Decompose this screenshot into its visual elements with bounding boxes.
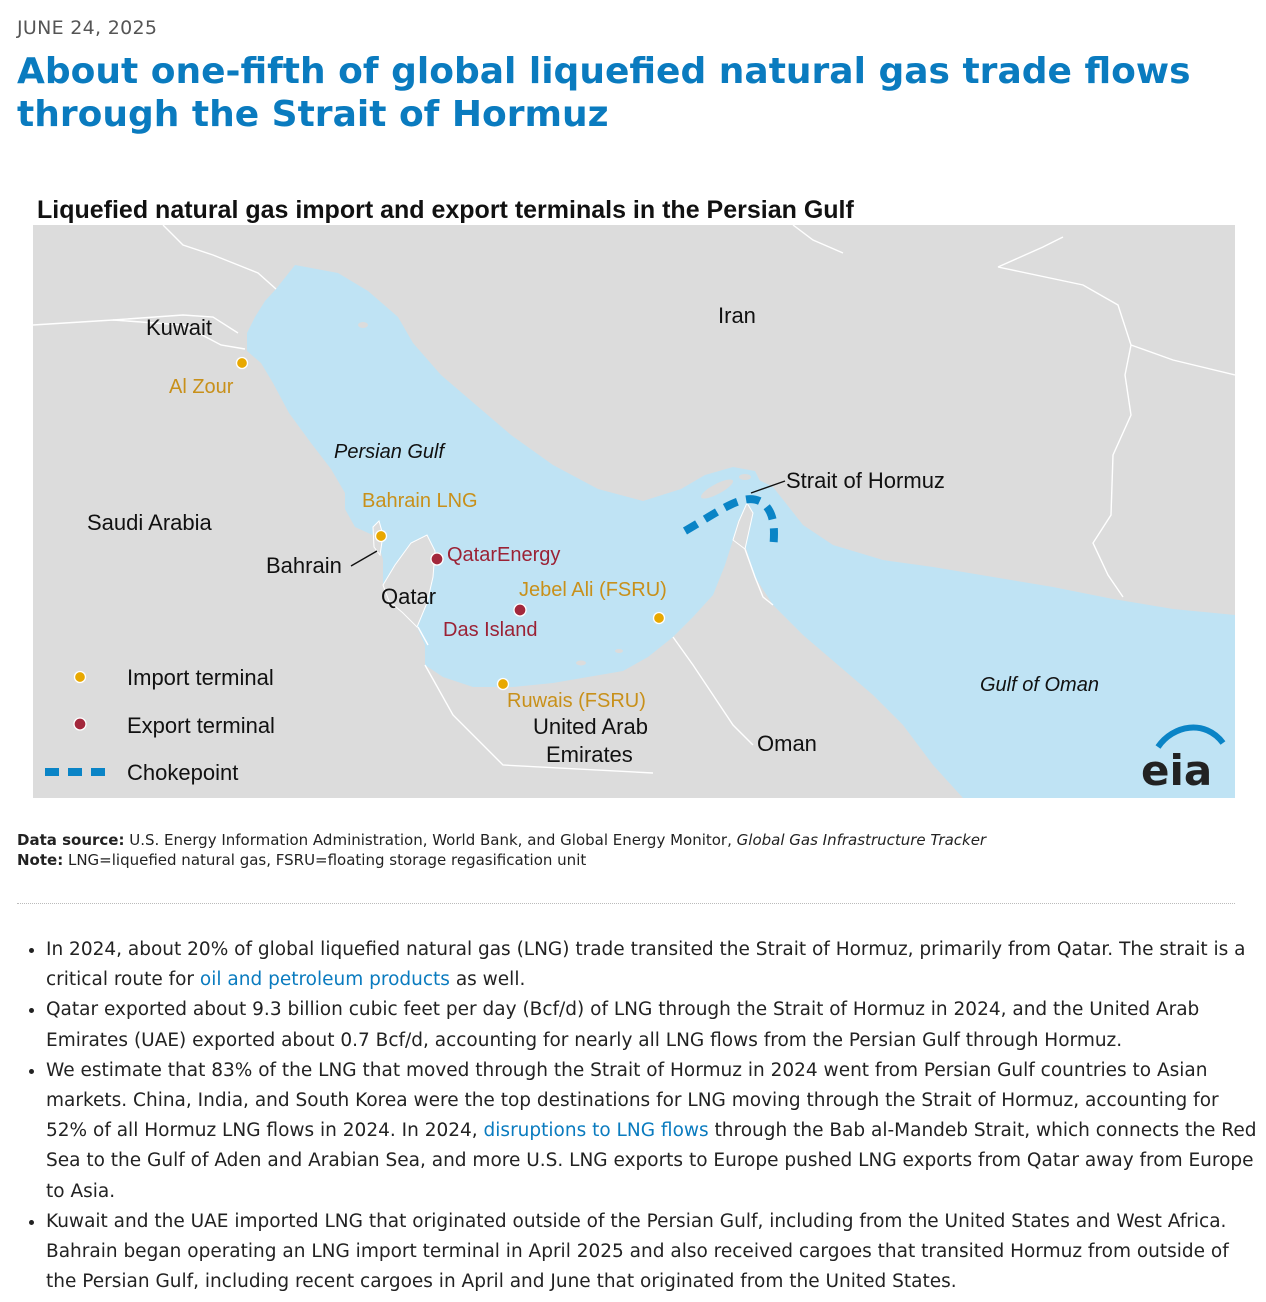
chart-source-notes (17, 830, 986, 870)
small-island (358, 322, 368, 328)
label-bahrain-lng: Bahrain LNG (362, 490, 478, 512)
label-qatar: Qatar (381, 584, 437, 609)
bullet-text: Kuwait and the UAE imported LNG that originated outside of the Persian Gulf, including from the United States and West Africa. Bahrain began operating an LNG import terminal in April 2025 and also received cargoes that transited Hormuz from outside of the Persian Gulf, including recent cargoes in April and June that originated from the United States. (46, 1210, 1229, 1293)
bullet-item (46, 1056, 1261, 1207)
bullet-text: In 2024, about 20% of global liquefied natural gas (LNG) trade transited the Strait of Hormuz, primarily from Qatar. The strait is a critical route for (46, 939, 1246, 991)
label-oman: Oman (757, 731, 817, 756)
label-kuwait: Kuwait (146, 315, 213, 340)
label-iran: Iran (718, 303, 756, 328)
data-source-text: U.S. Energy Information Administration, World Bank, and Global Energy Monitor, (129, 831, 732, 849)
das-island-marker (514, 604, 526, 616)
legend-chokepoint-label: Chokepoint (127, 760, 239, 785)
legend-import-label: Import terminal (127, 665, 274, 690)
map-title: Liquefied natural gas import and export terminals in the Persian Gulf (37, 196, 854, 224)
bullet-text: Qatar exported about 9.3 billion cubic feet per day (Bcf/d) of LNG through the Strait of Hormuz in 2024, and the United Arab Emirates (UAE) exported about 0.7 Bcf/d, accounting for nearly all LNG flows from the Persian Gulf through Hormuz. (46, 999, 1200, 1051)
data-source-line (17, 830, 986, 850)
map-svg (33, 225, 1235, 798)
label-bahrain: Bahrain (266, 553, 342, 578)
bullet-item (46, 1207, 1261, 1298)
small-island (576, 661, 586, 666)
oil-products-link[interactable]: oil and petroleum products (199, 969, 450, 991)
jebel-ali-marker (654, 613, 665, 624)
bullet-item (46, 935, 1261, 995)
data-source-italic: Global Gas Infrastructure Tracker (736, 831, 987, 849)
label-uae-line1: United Arab (533, 714, 648, 739)
bullet-text: through the Bab al-Mandeb Strait, which connects the Red Sea to the Gulf of Aden and Arabian Sea, and more U.S. LNG exports to Europe pushed LNG exports from Qatar away from Europe to Asia. (46, 1120, 1257, 1202)
bullet-text: as well. (449, 969, 526, 991)
legend-import-marker (75, 672, 86, 683)
note-label: Note: (17, 851, 64, 869)
label-al-zour: Al Zour (169, 376, 234, 398)
label-das-island: Das Island (443, 619, 538, 641)
data-source-label: Data source: (17, 831, 125, 849)
label-ruwais: Ruwais (FSRU) (507, 690, 646, 712)
note-text: LNG=liquefied natural gas, FSRU=floating storage regasification unit (67, 851, 587, 869)
bahrain-lng-marker (376, 531, 387, 542)
label-persian-gulf: Persian Gulf (334, 441, 445, 463)
article-date: JUNE 24, 2025 (17, 17, 158, 39)
legend-export-marker (74, 718, 86, 730)
key-points-list (17, 935, 1261, 1297)
label-saudi-arabia: Saudi Arabia (87, 510, 212, 535)
label-jebel-ali: Jebel Ali (FSRU) (519, 579, 667, 601)
label-qatarenergy: QatarEnergy (447, 544, 561, 566)
eia-logo-text: eia (1141, 746, 1213, 795)
bullet-text: We estimate that 83% of the LNG that moved through the Strait of Hormuz in 2024 went from Persian Gulf countries to Asian markets. China, India, and South Korea were the top destinations for LNG moving through the Strait of Hormuz, accounting for 52% of all Hormuz LNG flows in 2024. In 2024, (46, 1059, 1219, 1142)
bullet-item (46, 995, 1261, 1055)
ruwais-marker (498, 679, 509, 690)
persian-gulf-map (33, 225, 1235, 798)
article-headline: About one-fifth of global liquefied natural gas trade flows through the Strait of Hormuz (17, 51, 1191, 135)
legend-export-label: Export terminal (127, 713, 275, 738)
label-strait-of-hormuz: Strait of Hormuz (786, 468, 945, 493)
small-island (739, 474, 751, 480)
qatarenergy-marker (431, 553, 443, 565)
al-zour-marker (237, 358, 248, 369)
small-island (615, 649, 623, 653)
section-divider (17, 903, 1235, 904)
label-uae-line2: Emirates (546, 742, 633, 767)
lng-disruptions-link[interactable]: disruptions to LNG flows (483, 1120, 709, 1142)
label-gulf-of-oman: Gulf of Oman (980, 674, 1099, 696)
note-line (17, 850, 986, 870)
